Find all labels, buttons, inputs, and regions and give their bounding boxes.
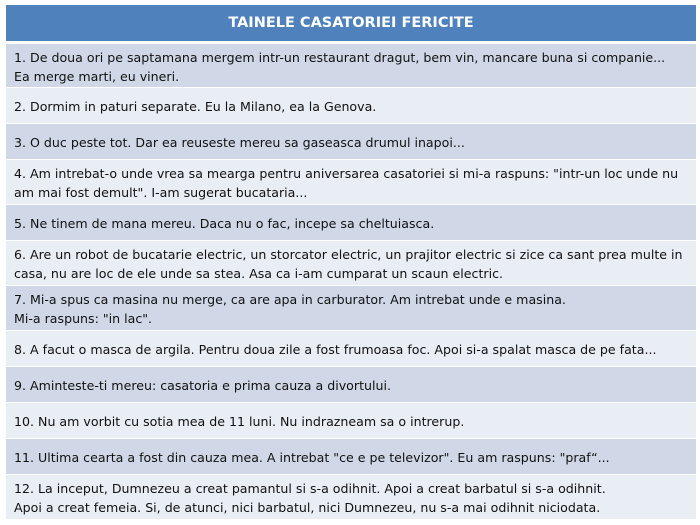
table-row <box>6 88 696 124</box>
jokes-table <box>6 5 696 520</box>
joke-line: Mi-a raspuns: "in lac". <box>14 311 153 326</box>
table-row <box>6 475 696 520</box>
joke-cell <box>6 286 696 331</box>
table-row <box>6 286 696 331</box>
jokes-table-container <box>5 4 697 524</box>
joke-cell <box>6 205 696 241</box>
joke-line: 9. Aminteste-ti mereu: casatoria e prima cauza a divortului. <box>14 378 391 393</box>
table-row <box>6 241 696 286</box>
joke-line: casa, nu are loc de ele unde sa stea. Asa ca i-am cumparat un scaun electric. <box>14 266 503 281</box>
table-row <box>6 331 696 367</box>
table-row <box>6 205 696 241</box>
joke-line: 11. Ultima cearta a fost din cauza mea. A intrebat "ce e pe televizor". Eu am raspuns: "praf“... <box>14 450 610 465</box>
joke-line: 12. La inceput, Dumnezeu a creat pamantul si s-a odihnit. Apoi a creat barbatul si s-a odihnit. <box>14 481 606 496</box>
joke-line: Ea merge marti, eu vineri. <box>14 68 180 84</box>
joke-cell <box>6 241 696 286</box>
joke-line: am mai fost demult". I-am sugerat bucataria... <box>14 185 308 200</box>
joke-cell <box>6 43 696 88</box>
joke-line: 5. Ne tinem de mana mereu. Daca nu o fac, incepe sa cheltuiasca. <box>14 216 435 231</box>
joke-line: 7. Mi-a spus ca masina nu merge, ca are apa in carburator. Am intrebat unde e masina. <box>14 292 566 307</box>
table-row <box>6 367 696 403</box>
joke-cell <box>6 367 696 403</box>
joke-line: 6. Are un robot de bucatarie electric, un storcator electric, un prajitor electric si zice ca sant prea multe in <box>14 247 683 262</box>
joke-line: Apoi a creat femeia. Si, de atunci, nici barbatul, nici Dumnezeu, nu s-a mai odihnit niciodata. <box>14 500 601 515</box>
header-row <box>6 5 696 43</box>
joke-cell <box>6 439 696 475</box>
joke-cell <box>6 160 696 205</box>
table-row <box>6 403 696 439</box>
joke-line: 2. Dormim in paturi separate. Eu la Milano, ea la Genova. <box>14 99 377 114</box>
joke-line: 1. De doua ori pe saptamana mergem intr-un restaurant dragut, bem vin, mancare buna si companie... <box>14 49 666 65</box>
joke-cell <box>6 88 696 124</box>
joke-line: 3. O duc peste tot. Dar ea reuseste mereu sa gaseasca drumul inapoi... <box>14 135 465 150</box>
table-row <box>6 160 696 205</box>
joke-line: 8. A facut o masca de argila. Pentru doua zile a fost frumoasa foc. Apoi si-a spalat masca de pe fata... <box>14 342 657 357</box>
table-row <box>6 124 696 160</box>
joke-cell <box>6 475 696 520</box>
joke-cell <box>6 331 696 367</box>
joke-cell <box>6 403 696 439</box>
joke-cell <box>6 124 696 160</box>
joke-line: 4. Am intrebat-o unde vrea sa mearga pentru aniversarea casatoriei si mi-a raspuns: "intr-un loc unde nu <box>14 166 679 181</box>
table-row <box>6 43 696 88</box>
table-title: TAINELE CASATORIEI FERICITE <box>6 5 696 43</box>
joke-line: 10. Nu am vorbit cu sotia mea de 11 luni. Nu indrazneam sa o intrerup. <box>14 414 465 429</box>
table-row <box>6 439 696 475</box>
